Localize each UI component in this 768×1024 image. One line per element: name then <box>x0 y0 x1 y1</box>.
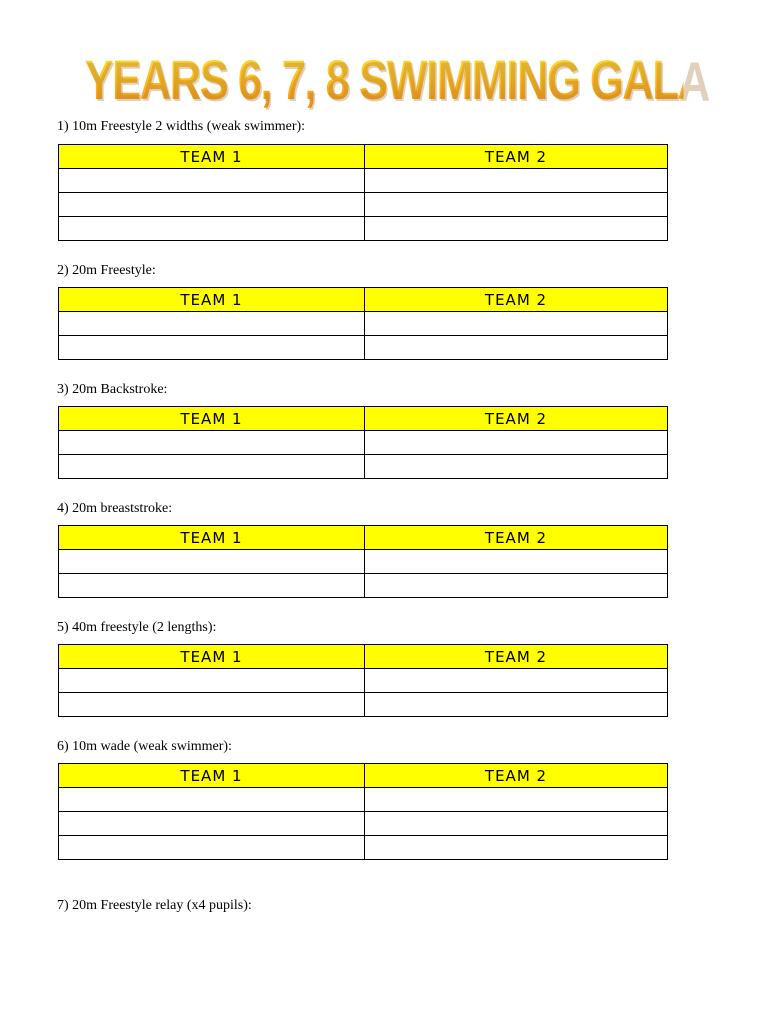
entry-cell[interactable] <box>365 669 668 693</box>
team-1-header: TEAM 1 <box>59 526 365 550</box>
results-table-1 <box>58 144 668 241</box>
entry-cell[interactable] <box>365 812 668 836</box>
team-1-header: TEAM 1 <box>59 764 365 788</box>
entry-cell[interactable] <box>365 574 668 598</box>
team-2-header: TEAM 2 <box>365 407 668 431</box>
results-table-5 <box>58 644 668 717</box>
entry-cell[interactable] <box>59 455 365 479</box>
entry-cell[interactable] <box>59 193 365 217</box>
entry-cell[interactable] <box>59 550 365 574</box>
entry-cell[interactable] <box>365 431 668 455</box>
event-label-1: 1) 10m Freestyle 2 widths (weak swimmer): <box>57 119 306 134</box>
entry-cell[interactable] <box>365 550 668 574</box>
entry-cell[interactable] <box>59 169 365 193</box>
results-table-6 <box>58 763 668 860</box>
team-2-header: TEAM 2 <box>365 288 668 312</box>
team-2-header: TEAM 2 <box>365 145 668 169</box>
entry-cell[interactable] <box>365 193 668 217</box>
entry-cell[interactable] <box>365 312 668 336</box>
team-1-header: TEAM 1 <box>59 145 365 169</box>
entry-cell[interactable] <box>365 169 668 193</box>
entry-cell[interactable] <box>365 836 668 860</box>
page-title: YEARS 6, 7, 8 SWIMMING GALA <box>84 48 708 111</box>
entry-cell[interactable] <box>59 693 365 717</box>
team-2-header: TEAM 2 <box>365 645 668 669</box>
entry-cell[interactable] <box>365 693 668 717</box>
results-table-3 <box>58 406 668 479</box>
entry-cell[interactable] <box>365 788 668 812</box>
entry-cell[interactable] <box>59 574 365 598</box>
entry-cell[interactable] <box>365 455 668 479</box>
entry-cell[interactable] <box>59 836 365 860</box>
event-label-7: 7) 20m Freestyle relay (x4 pupils): <box>57 898 252 913</box>
entry-cell[interactable] <box>365 217 668 241</box>
entry-cell[interactable] <box>59 788 365 812</box>
team-1-header: TEAM 1 <box>59 288 365 312</box>
entry-cell[interactable] <box>59 431 365 455</box>
team-2-header: TEAM 2 <box>365 526 668 550</box>
event-label-5: 5) 40m freestyle (2 lengths): <box>57 620 217 635</box>
event-label-4: 4) 20m breaststroke: <box>57 501 173 516</box>
event-label-2: 2) 20m Freestyle: <box>57 263 156 278</box>
event-label-6: 6) 10m wade (weak swimmer): <box>57 739 232 754</box>
entry-cell[interactable] <box>59 312 365 336</box>
entry-cell[interactable] <box>365 336 668 360</box>
entry-cell[interactable] <box>59 669 365 693</box>
entry-cell[interactable] <box>59 812 365 836</box>
team-1-header: TEAM 1 <box>59 407 365 431</box>
results-table-4 <box>58 525 668 598</box>
event-label-3: 3) 20m Backstroke: <box>57 382 168 397</box>
entry-cell[interactable] <box>59 336 365 360</box>
entry-cell[interactable] <box>59 217 365 241</box>
team-1-header: TEAM 1 <box>59 645 365 669</box>
team-2-header: TEAM 2 <box>365 764 668 788</box>
results-table-2 <box>58 287 668 360</box>
